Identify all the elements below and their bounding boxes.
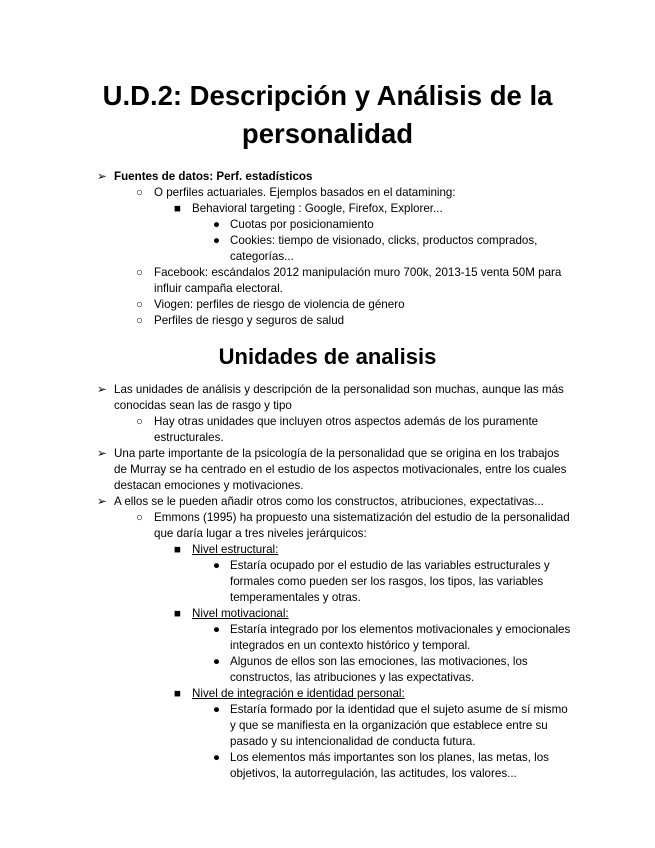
square-bullet-icon: ■ <box>174 607 182 620</box>
paragraph-murray-line-1: Una parte importante de la psicología de la personalidad que se origina en los trabajos <box>114 447 560 460</box>
nivel-motivacional-b-line-1: Algunos de ellos son las emociones, las motivaciones, los <box>230 655 528 668</box>
nivel-estructural-line-2: formales como pueden ser los rasgos, los tipos, las variables <box>230 575 544 588</box>
paragraph-murray-line-3: destacan emociones y motivaciones. <box>114 479 304 492</box>
title-line-2: personalidad <box>241 118 414 149</box>
square-bullet-icon: ■ <box>174 543 182 556</box>
paragraph-murray-line-2: de Murray se ha centrado en el estudio de los aspectos motivacionales, entre los cuales <box>114 463 567 476</box>
dot-bullet-icon: ● <box>213 559 221 572</box>
list-item-emmons-line-2: que daría lugar a tres niveles jerárquicos: <box>154 527 367 540</box>
circle-bullet-icon: ○ <box>136 298 144 311</box>
section-heading-unidades: Unidades de analisis <box>218 344 437 369</box>
section-heading-fuentes: Fuentes de datos: Perf. estadísticos <box>114 170 313 183</box>
circle-bullet-icon: ○ <box>136 266 144 279</box>
list-item-otras-line-2: estructurales. <box>154 431 224 444</box>
list-item-cookies-line-2: categorías... <box>230 250 294 263</box>
arrow-bullet-icon: ➢ <box>97 495 107 508</box>
page-title <box>0 77 655 153</box>
nivel-motivacional-b-line-2: constructos, las atribuciones y las expectativas. <box>230 671 475 684</box>
paragraph-unidades-line-2: conocidas sean las de rasgo y tipo <box>114 399 292 412</box>
list-item-cuotas: Cuotas por posicionamiento <box>230 218 374 231</box>
arrow-bullet-icon: ➢ <box>97 447 107 460</box>
list-item-facebook-line-2: influir campaña electoral. <box>154 282 283 295</box>
dot-bullet-icon: ● <box>213 655 221 668</box>
nivel-motivacional-a-line-2: integrados en un contexto histórico y temporal. <box>230 639 471 652</box>
list-item-cookies-line-1: Cookies: tiempo de visionado, clicks, productos comprados, <box>230 234 538 247</box>
circle-bullet-icon: ○ <box>136 511 144 524</box>
circle-bullet-icon: ○ <box>136 314 144 327</box>
paragraph-unidades-line-1: Las unidades de análisis y descripción de la personalidad son muchas, aunque las más <box>114 383 564 396</box>
list-item-viogen: Viogen: perfiles de riesgo de violencia de género <box>154 298 405 311</box>
list-item-emmons-line-1: Emmons (1995) ha propuesto una sistematización del estudio de la personalidad <box>154 511 570 524</box>
nivel-integracion-b-line-2: objetivos, la autorregulación, las actitudes, los valores... <box>230 767 517 780</box>
circle-bullet-icon: ○ <box>136 415 144 428</box>
arrow-bullet-icon: ➢ <box>97 170 107 183</box>
nivel-integracion-a-line-2: y que se manifiesta en la organización que establece entre su <box>230 719 548 732</box>
dot-bullet-icon: ● <box>213 751 221 764</box>
dot-bullet-icon: ● <box>213 234 221 247</box>
list-item-facebook-line-1: Facebook: escándalos 2012 manipulación muro 700k, 2013-15 venta 50M para <box>154 266 562 279</box>
nivel-integracion-a-line-1: Estaría formado por la identidad que el sujeto asume de sí mismo <box>230 703 568 716</box>
square-bullet-icon: ■ <box>174 687 182 700</box>
nivel-motivacional-heading: Nivel motivacional: <box>192 607 289 620</box>
nivel-integracion-a-line-3: pasado y su intencionalidad de conducta futura. <box>230 735 476 748</box>
nivel-integracion-heading: Nivel de integración e identidad personal: <box>192 687 405 700</box>
dot-bullet-icon: ● <box>213 218 221 231</box>
nivel-estructural-line-3: temperamentales y otras. <box>230 591 361 604</box>
dot-bullet-icon: ● <box>213 623 221 636</box>
arrow-bullet-icon: ➢ <box>97 383 107 396</box>
paragraph-constructos: A ellos se le pueden añadir otros como los constructos, atribuciones, expectativas... <box>114 495 544 508</box>
list-item-seguros: Perfiles de riesgo y seguros de salud <box>154 314 345 327</box>
list-item-otras-line-1: Hay otras unidades que incluyen otros aspectos además de los puramente <box>154 415 539 428</box>
square-bullet-icon: ■ <box>174 202 182 215</box>
list-item-behavioral: Behavioral targeting : Google, Firefox, Explorer... <box>192 202 443 215</box>
circle-bullet-icon: ○ <box>136 186 144 199</box>
nivel-motivacional-a-line-1: Estaría integrado por los elementos motivacionales y emocionales <box>230 623 571 636</box>
nivel-estructural-heading: Nivel estructural: <box>192 543 279 556</box>
list-item-actuariales: O perfiles actuariales. Ejemplos basados en el datamining: <box>154 186 456 199</box>
nivel-estructural-line-1: Estaría ocupado por el estudio de las variables estructurales y <box>230 559 550 572</box>
nivel-integracion-b-line-1: Los elementos más importantes son los planes, las metas, los <box>230 751 549 764</box>
dot-bullet-icon: ● <box>213 703 221 716</box>
title-line-1: U.D.2: Descripción y Análisis de la <box>102 80 553 111</box>
